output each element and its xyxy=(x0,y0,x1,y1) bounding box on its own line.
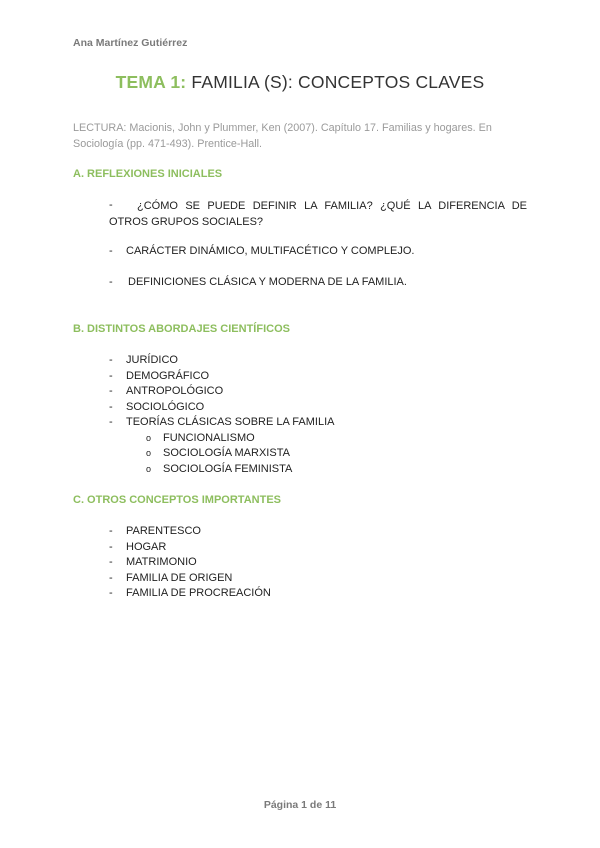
bullet-dash: - xyxy=(109,587,113,599)
section-b-heading: B. DISTINTOS ABORDAJES CIENTÍFICOS xyxy=(73,323,290,335)
section-c-item: PARENTESCO xyxy=(126,525,201,537)
bullet-dash: - xyxy=(109,276,113,288)
section-b-item: ANTROPOLÓGICO xyxy=(126,385,224,397)
section-b-item: SOCIOLÓGICO xyxy=(126,401,205,413)
bullet-dash: - xyxy=(109,370,113,382)
section-b-subitem: SOCIOLOGÍA FEMINISTA xyxy=(163,463,293,475)
bullet-dash: - xyxy=(109,401,113,413)
section-a-heading: A. REFLEXIONES INICIALES xyxy=(73,168,223,180)
section-c-item: HOGAR xyxy=(126,541,167,553)
section-a-item-2: CARÁCTER DINÁMICO, MULTIFACÉTICO Y COMPLEJO. xyxy=(126,245,415,257)
section-b-item: TEORÍAS CLÁSICAS SOBRE LA FAMILIA xyxy=(126,416,335,428)
section-c-item: MATRIMONIO xyxy=(126,556,197,568)
bullet-dash: - xyxy=(109,385,113,397)
bullet-dash: - xyxy=(109,199,113,211)
section-b-item: JURÍDICO xyxy=(126,354,178,366)
section-b-subitem: SOCIOLOGÍA MARXISTA xyxy=(163,447,290,459)
bullet-circle: o xyxy=(146,433,152,443)
bullet-circle: o xyxy=(146,448,152,458)
section-a-item-1 xyxy=(109,199,527,230)
section-c-heading: C. OTROS CONCEPTOS IMPORTANTES xyxy=(73,494,281,506)
bullet-circle: o xyxy=(146,464,152,474)
bullet-dash: - xyxy=(109,354,113,366)
section-c-item: FAMILIA DE PROCREACIÓN xyxy=(126,587,271,599)
title-text: FAMILIA (S): CONCEPTOS CLAVES xyxy=(191,72,485,92)
section-a-item-3: DEFINICIONES CLÁSICA Y MODERNA DE LA FAMILIA. xyxy=(128,276,407,288)
header-author: Ana Martínez Gutiérrez xyxy=(73,37,188,49)
bullet-dash: - xyxy=(109,416,113,428)
bullet-dash: - xyxy=(109,525,113,537)
bullet-dash: - xyxy=(109,541,113,553)
bullet-dash: - xyxy=(109,556,113,568)
page-number: Página 1 de 11 xyxy=(263,799,337,811)
title-prefix: TEMA 1: xyxy=(115,72,187,92)
page-title xyxy=(0,72,600,93)
section-a-item-1-text: ¿CÓMO SE PUEDE DEFINIR LA FAMILIA? ¿QUÉ LA DIFERENCIA DE OTROS GRUPOS SOCIALES? xyxy=(109,200,527,228)
section-b-item: DEMOGRÁFICO xyxy=(126,370,210,382)
section-b-subitem: FUNCIONALISMO xyxy=(163,432,255,444)
bullet-dash: - xyxy=(109,245,113,257)
reading-reference: LECTURA: Macionis, John y Plummer, Ken (2007). Capítulo 17. Familias y hogares. En Sociología (pp. 471-493). Prentice-Hall. xyxy=(73,122,492,150)
bullet-dash: - xyxy=(109,572,113,584)
section-c-item: FAMILIA DE ORIGEN xyxy=(126,572,233,584)
